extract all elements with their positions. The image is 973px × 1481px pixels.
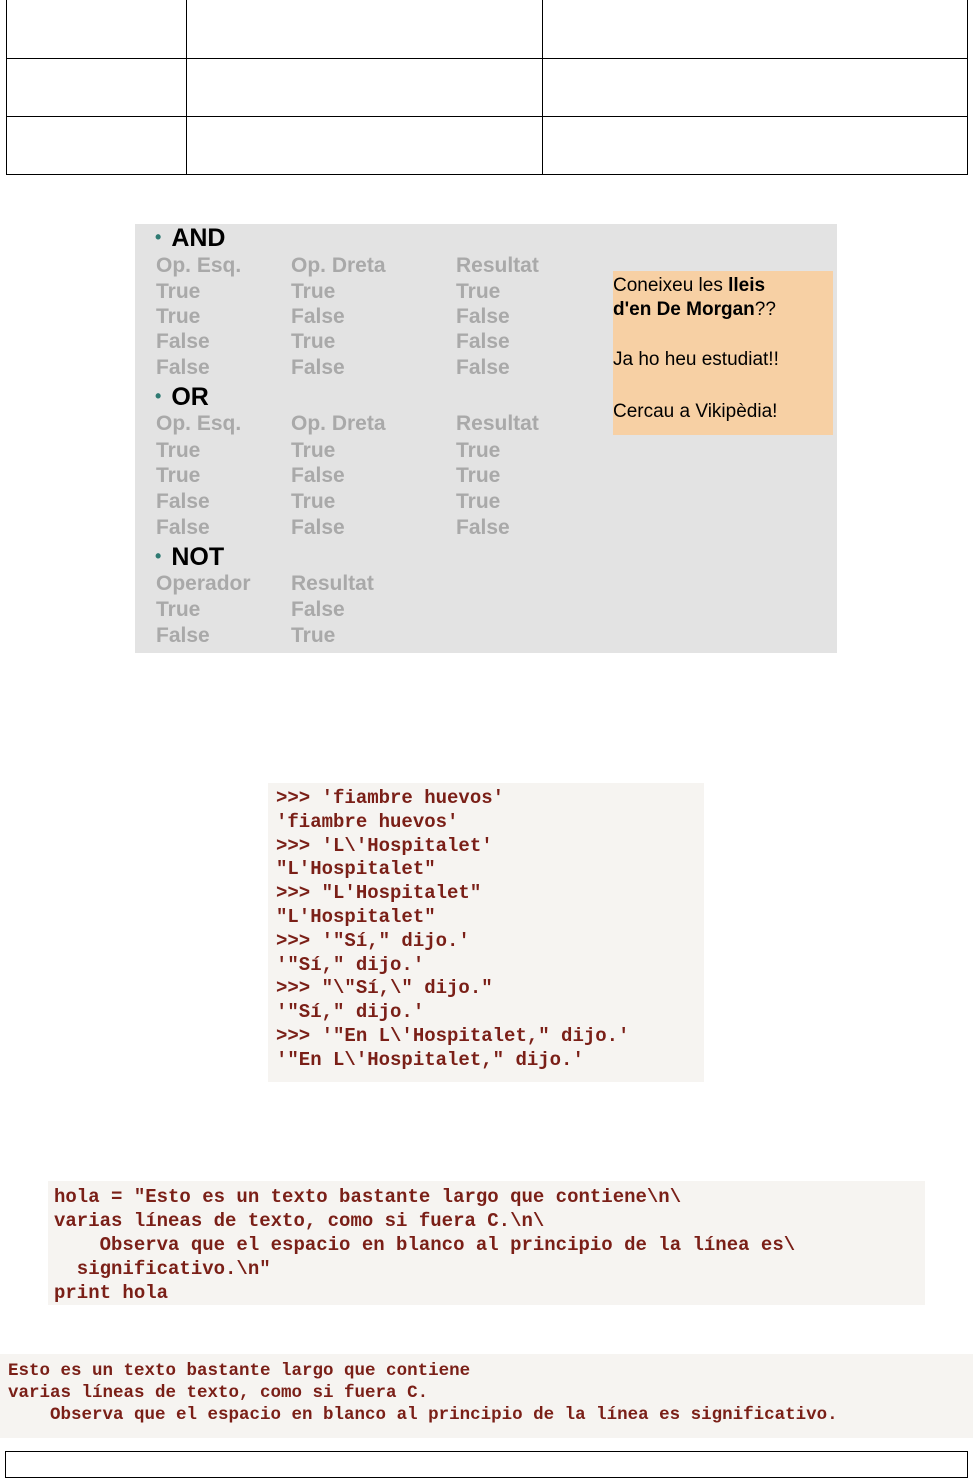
not-heading: • NOT	[155, 543, 225, 571]
and-heading: • AND	[155, 224, 226, 252]
de-morgan-note	[613, 271, 833, 435]
table-cell	[7, 59, 187, 117]
table-cell	[187, 59, 543, 117]
string-examples-code: >>> 'fiambre huevos' 'fiambre huevos' >>> 'L\'Hospitalet' "L'Hospitalet" >>> "L'Hospitalet" "L'Hospitalet" >>> '"Sí," dijo.' '"Sí," dijo.' >>> "\"Sí,\" dijo." '"Sí," dijo.' >>> '"En L\'Hospitalet," dijo.' '"En L\'Hospitalet," dijo.'	[268, 783, 704, 1082]
table-row	[7, 0, 968, 59]
table-cell	[543, 117, 968, 175]
boolean-operators-slide: • AND Op. Esq. Op. Dreta Resultat True True True True False False False True False False False False • OR Op. Esq. Op. Dreta Resultat True True True True False True False True True False False False • NOT Operador Resultat True False False True Coneixeu les lleis d'en De Morgan?? Ja ho heu estudiat!! Cercau a Vikipèdia!	[135, 224, 837, 653]
or-heading: • OR	[155, 383, 209, 411]
note-line: Cercau a Vikipèdia!	[613, 401, 778, 422]
table-cell	[7, 0, 187, 59]
bullet-icon: •	[155, 546, 162, 566]
note-line: d'en De Morgan??	[613, 299, 776, 320]
table-cell	[543, 0, 968, 59]
multiline-string-code: hola = "Esto es un texto bastante largo que contiene\n\ varias líneas de texto, como si fuera C.\n\ Observa que el espacio en blanco al principio de la línea es\ significativo.\n" print hola	[48, 1181, 925, 1305]
empty-table	[6, 0, 968, 175]
empty-box	[5, 1451, 968, 1478]
bullet-icon: •	[155, 386, 162, 406]
bullet-icon: •	[155, 227, 162, 247]
table-cell	[7, 117, 187, 175]
table-row	[7, 117, 968, 175]
program-output: Esto es un texto bastante largo que contiene varias líneas de texto, como si fuera C. Observa que el espacio en blanco al principio de la línea es significativo.	[0, 1354, 973, 1438]
table-cell	[187, 117, 543, 175]
table-cell	[187, 0, 543, 59]
table-row	[7, 59, 968, 117]
table-cell	[543, 59, 968, 117]
note-line: Coneixeu les lleis	[613, 275, 766, 296]
note-line: Ja ho heu estudiat!!	[613, 349, 779, 370]
